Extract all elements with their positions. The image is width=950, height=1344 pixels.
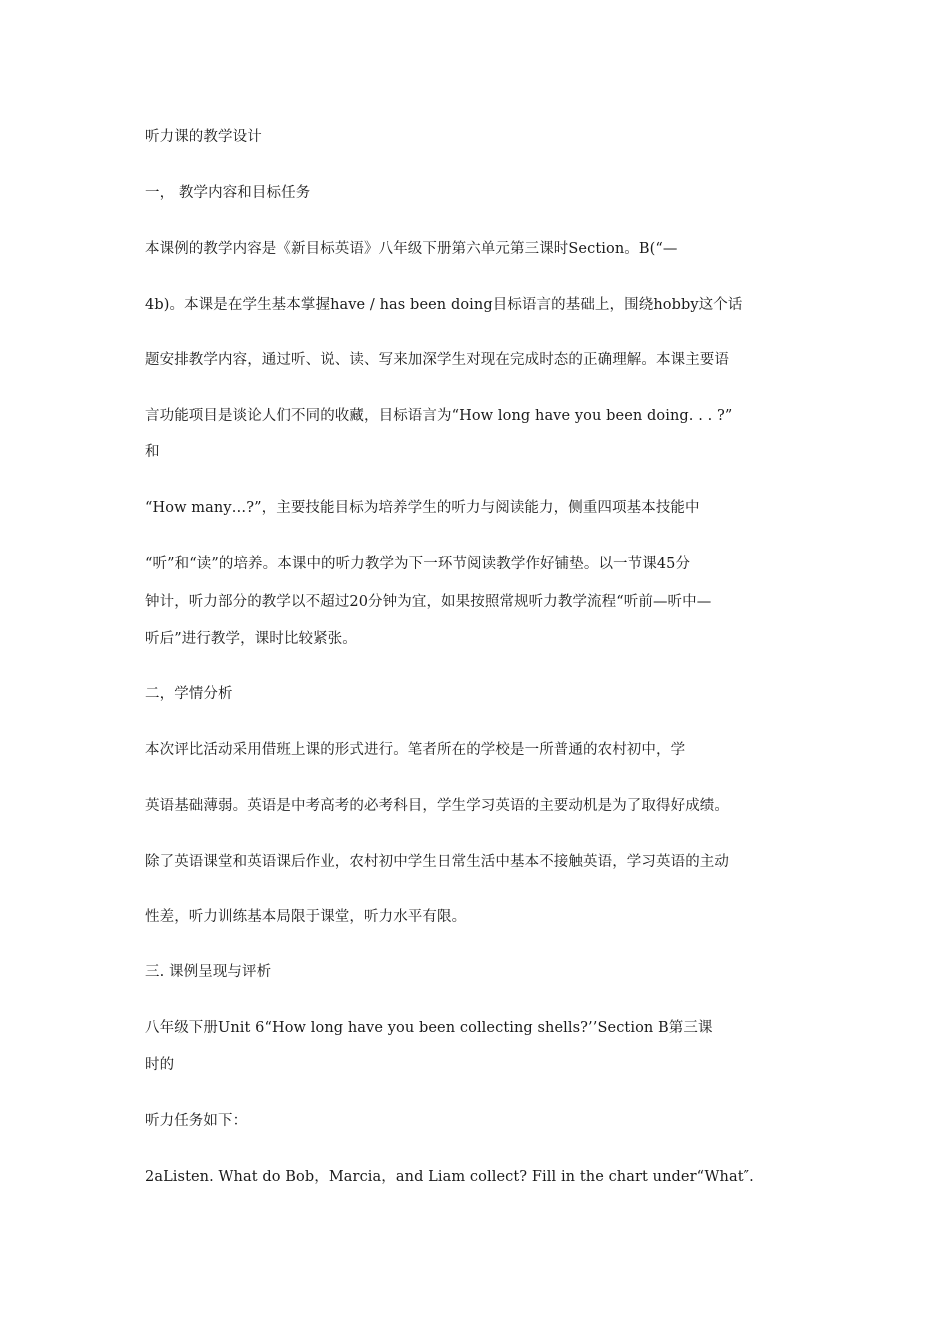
paragraph-line: 题安排教学内容，通过听、说、读、写来加深学生对现在完成时态的正确理解。本课主要语 bbox=[145, 352, 729, 368]
paragraph-line: 性差，听力训练基本局限于课堂，听力水平有限。 bbox=[145, 909, 467, 925]
paragraph-line: 2aListen. What do Bob，Marcia，and Liam collect? Fill in the chart under“What″. bbox=[145, 1169, 754, 1185]
paragraph-line: 八年级下册Unit 6“How long have you been collecting shells?’’Section B第三课 bbox=[145, 1020, 713, 1036]
paragraph-line: 钟计，听力部分的教学以不超过20分钟为宜，如果按照常规听力教学流程“听前—听中— bbox=[145, 594, 712, 610]
paragraph-line: 言功能项目是谈论人们不同的收藏，目标语言为“How long have you been doing. . . ?” bbox=[145, 408, 733, 424]
paragraph-line: “How many…?”，主要技能目标为培养学生的听力与阅读能力，侧重四项基本技能中 bbox=[145, 500, 700, 516]
document-title: 听力课的教学设计 bbox=[145, 129, 262, 145]
paragraph-line: 听后”进行教学，课时比较紧张。 bbox=[145, 631, 357, 647]
paragraph-line: 4b)。本课是在学生基本掌握have / has been doing目标语言的基础上，围绕hobby这个话 bbox=[145, 297, 743, 313]
paragraph-line: 和 bbox=[145, 444, 160, 460]
paragraph-line: 听力任务如下： bbox=[145, 1113, 248, 1129]
paragraph-line: 时的 bbox=[145, 1057, 175, 1073]
section-heading: 一， 教学内容和目标任务 bbox=[145, 185, 311, 201]
paragraph-line: 英语基础薄弱。英语是中考高考的必考科目，学生学习英语的主要动机是为了取得好成绩。 bbox=[145, 798, 729, 814]
paragraph-line: 除了英语课堂和英语课后作业，农村初中学生日常生活中基本不接触英语，学习英语的主动 bbox=[145, 854, 729, 870]
paragraph-line: “听”和“读”的培养。本课中的听力教学为下一环节阅读教学作好铺垫。以一节课45分 bbox=[145, 556, 691, 572]
paragraph-line: 本次评比活动采用借班上课的形式进行。笔者所在的学校是一所普通的农村初中，学 bbox=[145, 742, 686, 758]
paragraph-line: 本课例的教学内容是《新目标英语》八年级下册第六单元第三课时Section。B(“— bbox=[145, 241, 678, 257]
section-heading: 二，学情分析 bbox=[145, 686, 233, 702]
section-heading: 三. 课例呈现与评析 bbox=[145, 964, 272, 980]
